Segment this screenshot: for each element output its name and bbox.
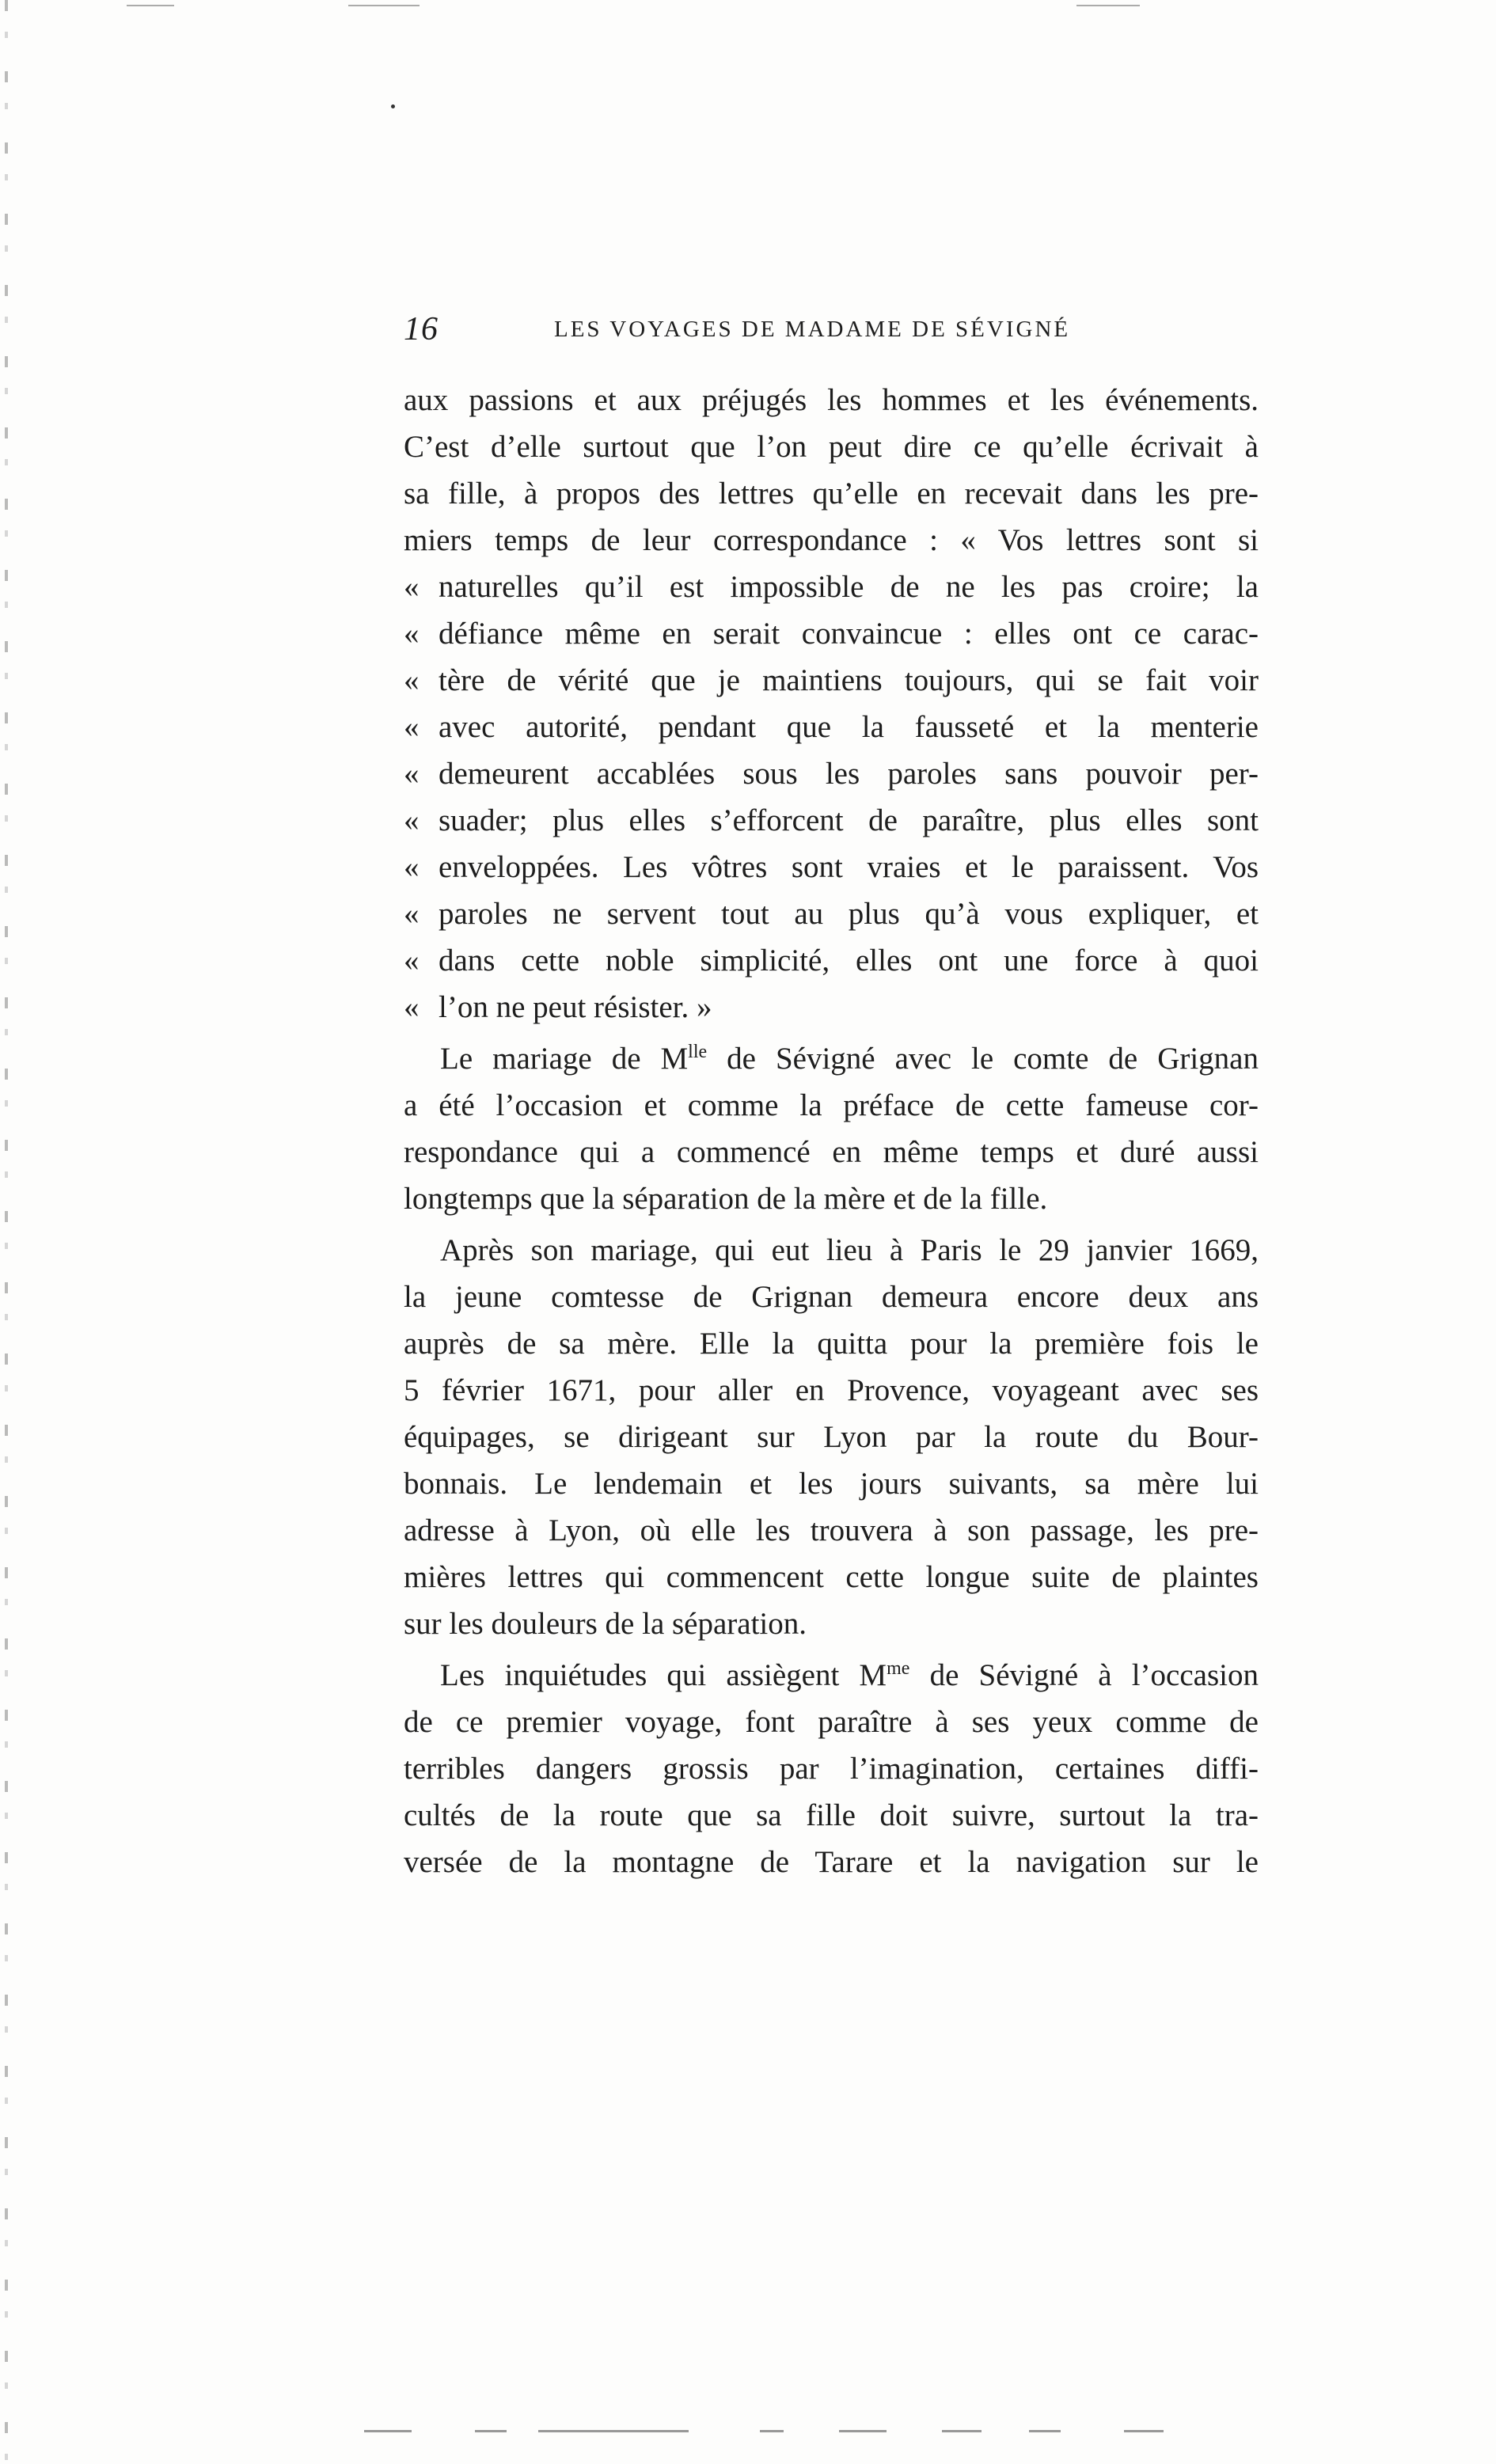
scan-top-mark	[127, 5, 174, 6]
quote-line	[404, 657, 1259, 704]
text-line: Après son mariage, qui eut lieu à Paris le 29 janvier 1669,	[440, 1233, 1259, 1267]
page-number: 16	[404, 311, 439, 347]
text-line: sa fille, à propos des lettres qu’elle en recevait dans les pre-	[404, 476, 1259, 511]
quote-text: suader; plus elles s’efforcent de paraître, plus elles sont	[439, 803, 1259, 837]
text-line: mières lettres qui commencent cette longue suite de plaintes	[404, 1560, 1259, 1594]
scan-bottom-mark	[538, 2430, 689, 2432]
quote-mark: «	[404, 617, 420, 651]
quote-mark: «	[404, 570, 420, 604]
text-line: bonnais. Le lendemain et les jours suivants, sa mère lui	[404, 1467, 1259, 1501]
scan-bottom-mark	[839, 2430, 887, 2432]
scan-bottom-mark	[1029, 2430, 1061, 2432]
text-run: de Sévigné avec le comte de Grignan	[707, 1042, 1259, 1076]
quote-mark: «	[404, 663, 420, 697]
superscript: lle	[688, 1042, 708, 1062]
running-title: LES VOYAGES DE MADAME DE SÉVIGNÉ	[554, 317, 1071, 342]
quote-mark: «	[404, 757, 420, 791]
quote-text: demeurent accablées sous les paroles sans pouvoir per-	[439, 757, 1259, 791]
quote-mark: «	[404, 710, 420, 744]
quote-text: l’on ne peut résister. »	[439, 990, 712, 1024]
text-run: de Sévigné à l’occasion	[909, 1658, 1259, 1692]
body-text	[404, 377, 1259, 1885]
quote-mark: «	[404, 897, 420, 931]
scan-bottom-mark	[364, 2430, 412, 2432]
text-line: a été l’occasion et comme la préface de cette fameuse cor-	[404, 1088, 1259, 1122]
quote-text: dans cette noble simplicité, elles ont une force à quoi	[439, 943, 1259, 978]
quote-text: paroles ne servent tout au plus qu’à vous expliquer, et	[439, 897, 1259, 931]
quote-line	[404, 890, 1259, 937]
text-line: sur les douleurs de la séparation.	[404, 1607, 807, 1641]
scan-bottom-mark	[475, 2430, 507, 2432]
scan-speck	[391, 104, 395, 108]
quote-text: tère de vérité que je maintiens toujours, qui se fait voir	[439, 663, 1259, 697]
quote-line	[404, 984, 1259, 1031]
text-line: adresse à Lyon, où elle les trouvera à son passage, les pre-	[404, 1513, 1259, 1547]
text-line: la jeune comtesse de Grignan demeura encore deux ans	[404, 1280, 1259, 1314]
text-line: miers temps de leur correspondance : « Vos lettres sont si	[404, 523, 1259, 557]
running-head	[404, 310, 1259, 350]
scan-bottom-mark	[1124, 2430, 1164, 2432]
quote-line	[404, 797, 1259, 844]
text-line: terribles dangers grossis par l’imagination, certaines diffi-	[404, 1752, 1259, 1786]
quote-line	[404, 844, 1259, 890]
scan-bottom-mark	[760, 2430, 784, 2432]
text-run: Les inquiétudes qui assiègent M	[440, 1658, 887, 1692]
text-line	[404, 1652, 1259, 1699]
scan-top-mark	[348, 5, 420, 6]
text-line: aux passions et aux préjugés les hommes et les événements.	[404, 383, 1259, 417]
text-line: auprès de sa mère. Elle la quitta pour la première fois le	[404, 1327, 1259, 1361]
text-line: de ce premier voyage, font paraître à ses yeux comme de	[404, 1705, 1259, 1739]
text-line	[404, 1035, 1259, 1082]
superscript: me	[887, 1658, 910, 1679]
scan-bottom-mark	[942, 2430, 982, 2432]
quote-text: naturelles qu’il est impossible de ne les pas croire; la	[439, 570, 1259, 604]
text-line: longtemps que la séparation de la mère et de la fille.	[404, 1182, 1048, 1216]
quote-mark: «	[404, 803, 420, 837]
quote-mark: «	[404, 990, 420, 1024]
text-line: équipages, se dirigeant sur Lyon par la route du Bour-	[404, 1420, 1259, 1454]
quote-mark: «	[404, 850, 420, 884]
quote-text: enveloppées. Les vôtres sont vraies et le paraissent. Vos	[439, 850, 1259, 884]
quote-line	[404, 704, 1259, 750]
text-line: versée de la montagne de Tarare et la navigation sur le	[404, 1845, 1259, 1879]
text-run: Le mariage de M	[440, 1042, 689, 1076]
quote-line	[404, 610, 1259, 657]
text-line: cultés de la route que sa fille doit suivre, surtout la tra-	[404, 1798, 1259, 1832]
text-line: 5 février 1671, pour aller en Provence, voyageant avec ses	[404, 1373, 1259, 1407]
quote-line	[404, 937, 1259, 984]
quote-line	[404, 750, 1259, 797]
scan-top-mark	[1076, 5, 1140, 6]
quote-text: avec autorité, pendant que la fausseté et la menterie	[439, 710, 1259, 744]
text-line: C’est d’elle surtout que l’on peut dire ce qu’elle écrivait à	[404, 430, 1259, 464]
scan-edge-mark	[5, 0, 8, 2464]
quote-text: défiance même en serait convaincue : elles ont ce carac-	[439, 617, 1259, 651]
quote-line	[404, 564, 1259, 610]
quote-mark: «	[404, 943, 420, 978]
text-line: respondance qui a commencé en même temps et duré aussi	[404, 1135, 1259, 1169]
